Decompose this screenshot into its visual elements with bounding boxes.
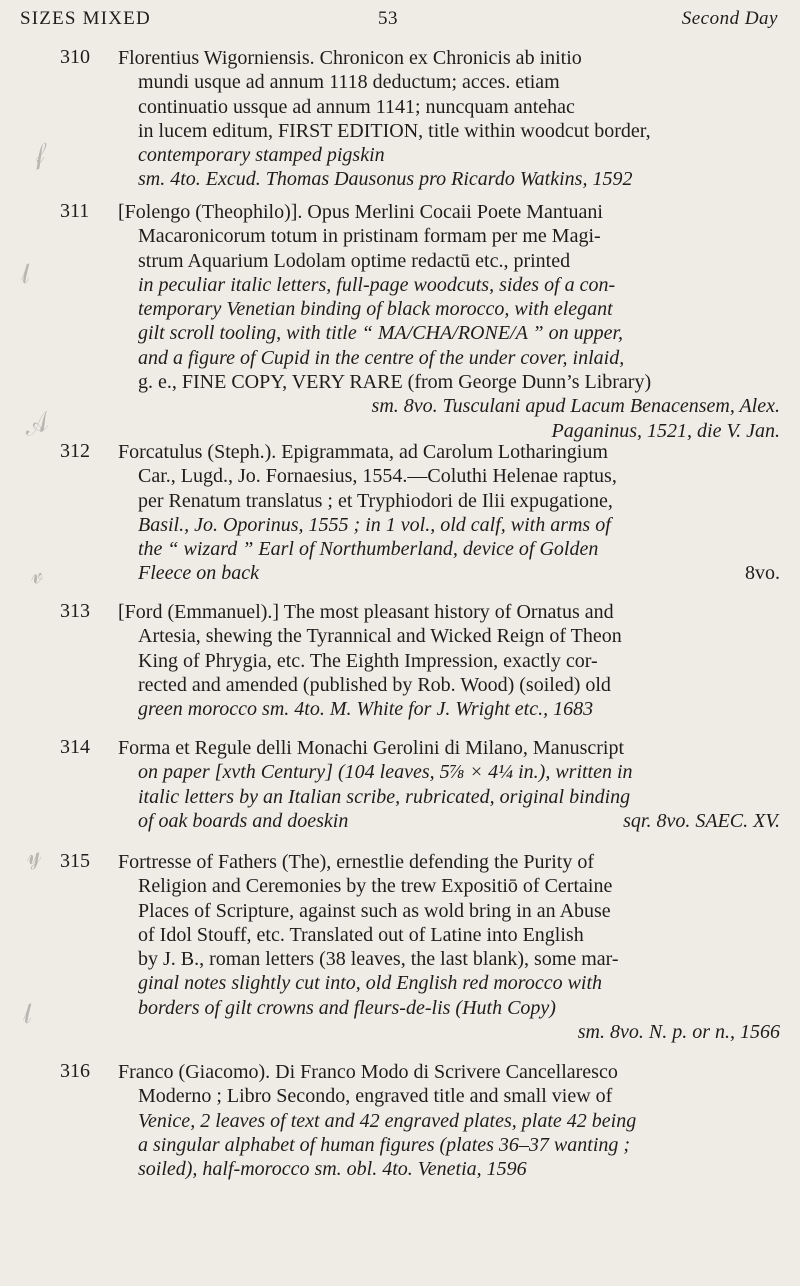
entry-text bbox=[118, 600, 780, 721]
page-header bbox=[0, 0, 800, 40]
catalogue-entry bbox=[60, 736, 780, 833]
entry-line: and a figure of Cupid in the centre of the under cover, inlaid, bbox=[138, 346, 625, 369]
pencil-mark-icon: 𝓁 bbox=[15, 259, 33, 291]
entry-text bbox=[118, 736, 780, 833]
pencil-mark-icon: 𝓎 bbox=[21, 838, 46, 872]
entry-line: King of Phrygia, etc. The Eighth Impression, exactly cor- bbox=[138, 649, 598, 672]
entry-text bbox=[118, 46, 780, 192]
entry-line: Car., Lugd., Jo. Fornaesius, 1554.—Coluthi Helenae raptus, bbox=[138, 465, 617, 488]
entry-text bbox=[118, 850, 780, 1044]
format-label: sqr. 8vo. SAEC. XV. bbox=[623, 809, 780, 832]
lot-number: 315 bbox=[60, 850, 90, 872]
pencil-mark-icon: 𝓁 bbox=[17, 999, 35, 1031]
entry-line: a singular alphabet of human figures (plates 36–37 wanting ; bbox=[138, 1133, 631, 1156]
format-label: 8vo. bbox=[745, 562, 780, 585]
entry-line: sm. 8vo. Tusculani apud Lacum Benacensem, Alex. bbox=[371, 395, 780, 418]
entry-line: gilt scroll tooling, with title “ MA/CHA/RONE/A ” on upper, bbox=[138, 322, 624, 345]
pencil-mark-icon: 𝒜 bbox=[19, 406, 53, 444]
header-day: Second Day bbox=[681, 8, 778, 29]
entry-line: Forcatulus (Steph.). Epigrammata, ad Carolum Lotharingium bbox=[118, 441, 608, 463]
entry-line: sm. 8vo. N. p. or n., 1566 bbox=[577, 1021, 780, 1044]
entry-text bbox=[118, 440, 780, 586]
entry-line: the “ wizard ” Earl of Northumberland, device of Golden bbox=[138, 538, 599, 561]
entry-line: Paganinus, 1521, die V. Jan. bbox=[551, 419, 780, 442]
entry-line: Macaronicorum totum in pristinam formam per me Magi- bbox=[138, 225, 601, 248]
entry-line: [Ford (Emmanuel).] The most pleasant history of Ornatus and bbox=[118, 601, 614, 623]
entry-line: Religion and Ceremonies by the trew Expositiō of Certaine bbox=[138, 875, 613, 898]
lot-number: 311 bbox=[60, 200, 90, 222]
entry-line: strum Aquarium Lodolam optime redactū etc., printed bbox=[138, 249, 571, 272]
entry-line: per Renatum translatus ; et Tryphiodori de Ilii expugatione, bbox=[138, 489, 613, 512]
entry-line: of Idol Stouff, etc. Translated out of Latine into English bbox=[138, 923, 584, 946]
entry-line: [Folengo (Theophilo)]. Opus Merlini Cocaii Poete Mantuani bbox=[118, 201, 603, 223]
entry-line: Venice, 2 leaves of text and 42 engraved plates, plate 42 being bbox=[138, 1109, 637, 1132]
lot-number: 312 bbox=[60, 440, 90, 462]
entry-text bbox=[118, 200, 780, 443]
entry-line: Artesia, shewing the Tyrannical and Wicked Reign of Theon bbox=[138, 625, 622, 648]
entry-line: soiled), half-morocco sm. obl. 4to. Venetia, 1596 bbox=[138, 1158, 527, 1181]
entry-line: Basil., Jo. Oporinus, 1555 ; in 1 vol., old calf, with arms of bbox=[138, 513, 611, 536]
header-section-title: SIZES MIXED bbox=[20, 8, 151, 29]
entry-line: on paper [xvth Century] (104 leaves, 5⅞ × 4¼ in.), written in bbox=[138, 761, 633, 784]
catalogue-entry bbox=[60, 200, 780, 443]
pencil-mark-icon: 𝓋 bbox=[25, 558, 48, 592]
lot-number: 310 bbox=[60, 46, 90, 68]
entry-line bbox=[118, 809, 780, 833]
entry-line: contemporary stamped pigskin bbox=[138, 144, 385, 167]
entry-line bbox=[118, 561, 780, 585]
catalogue-entry bbox=[60, 440, 780, 586]
entry-line: Fortresse of Fathers (The), ernestlie defending the Purity of bbox=[118, 851, 594, 873]
lot-number: 316 bbox=[60, 1060, 90, 1082]
entry-line: Places of Scripture, against such as wold bring in an Abuse bbox=[138, 899, 611, 922]
entry-line: g. e., FINE COPY, VERY RARE (from George Dunn’s Library) bbox=[138, 371, 652, 394]
entry-line: continuatio ussque ad annum 1141; nuncquam antehac bbox=[138, 95, 575, 118]
entry-line: in lucem editum, FIRST EDITION, title within woodcut border, bbox=[138, 119, 651, 142]
entry-line: italic letters by an Italian scribe, rubricated, original binding bbox=[138, 785, 631, 808]
entry-line: sm. 4to. Excud. Thomas Dausonus pro Ricardo Watkins, 1592 bbox=[138, 168, 633, 191]
entry-line: rected and amended (published by Rob. Wood) (soiled) old bbox=[138, 673, 611, 696]
entry-line: mundi usque ad annum 1118 deductum; acces. etiam bbox=[138, 71, 560, 94]
entry-line: Florentius Wigorniensis. Chronicon ex Chronicis ab initio bbox=[118, 47, 582, 69]
entry-line: Franco (Giacomo). Di Franco Modo di Scrivere Cancellaresco bbox=[118, 1061, 618, 1083]
entry-line: ginal notes slightly cut into, old English red morocco with bbox=[138, 972, 603, 995]
entry-line: of oak boards and doeskin bbox=[138, 809, 349, 832]
entry-line: Moderno ; Libro Secondo, engraved title and small view of bbox=[138, 1085, 613, 1108]
lot-number: 313 bbox=[60, 600, 90, 622]
pencil-mark-icon: 𝒻 bbox=[27, 138, 48, 172]
entry-line: Fleece on back bbox=[138, 562, 260, 585]
entry-line: borders of gilt crowns and fleurs-de-lis (Huth Copy) bbox=[138, 996, 556, 1019]
page-number: 53 bbox=[378, 8, 398, 29]
entry-line: green morocco sm. 4to. M. White for J. Wright etc., 1683 bbox=[138, 698, 594, 721]
lot-number: 314 bbox=[60, 736, 90, 758]
catalogue-entry bbox=[60, 46, 780, 192]
entry-line: Forma et Regule delli Monachi Gerolini di Milano, Manuscript bbox=[118, 737, 625, 759]
entry-line: by J. B., roman letters (38 leaves, the last blank), some mar- bbox=[138, 948, 619, 971]
catalogue-entry bbox=[60, 1060, 780, 1181]
entry-line: temporary Venetian binding of black morocco, with elegant bbox=[138, 298, 613, 321]
entry-line: in peculiar italic letters, full-page woodcuts, sides of a con- bbox=[138, 273, 616, 296]
entry-text bbox=[118, 1060, 780, 1181]
catalogue-entry bbox=[60, 850, 780, 1044]
catalogue-entry bbox=[60, 600, 780, 721]
